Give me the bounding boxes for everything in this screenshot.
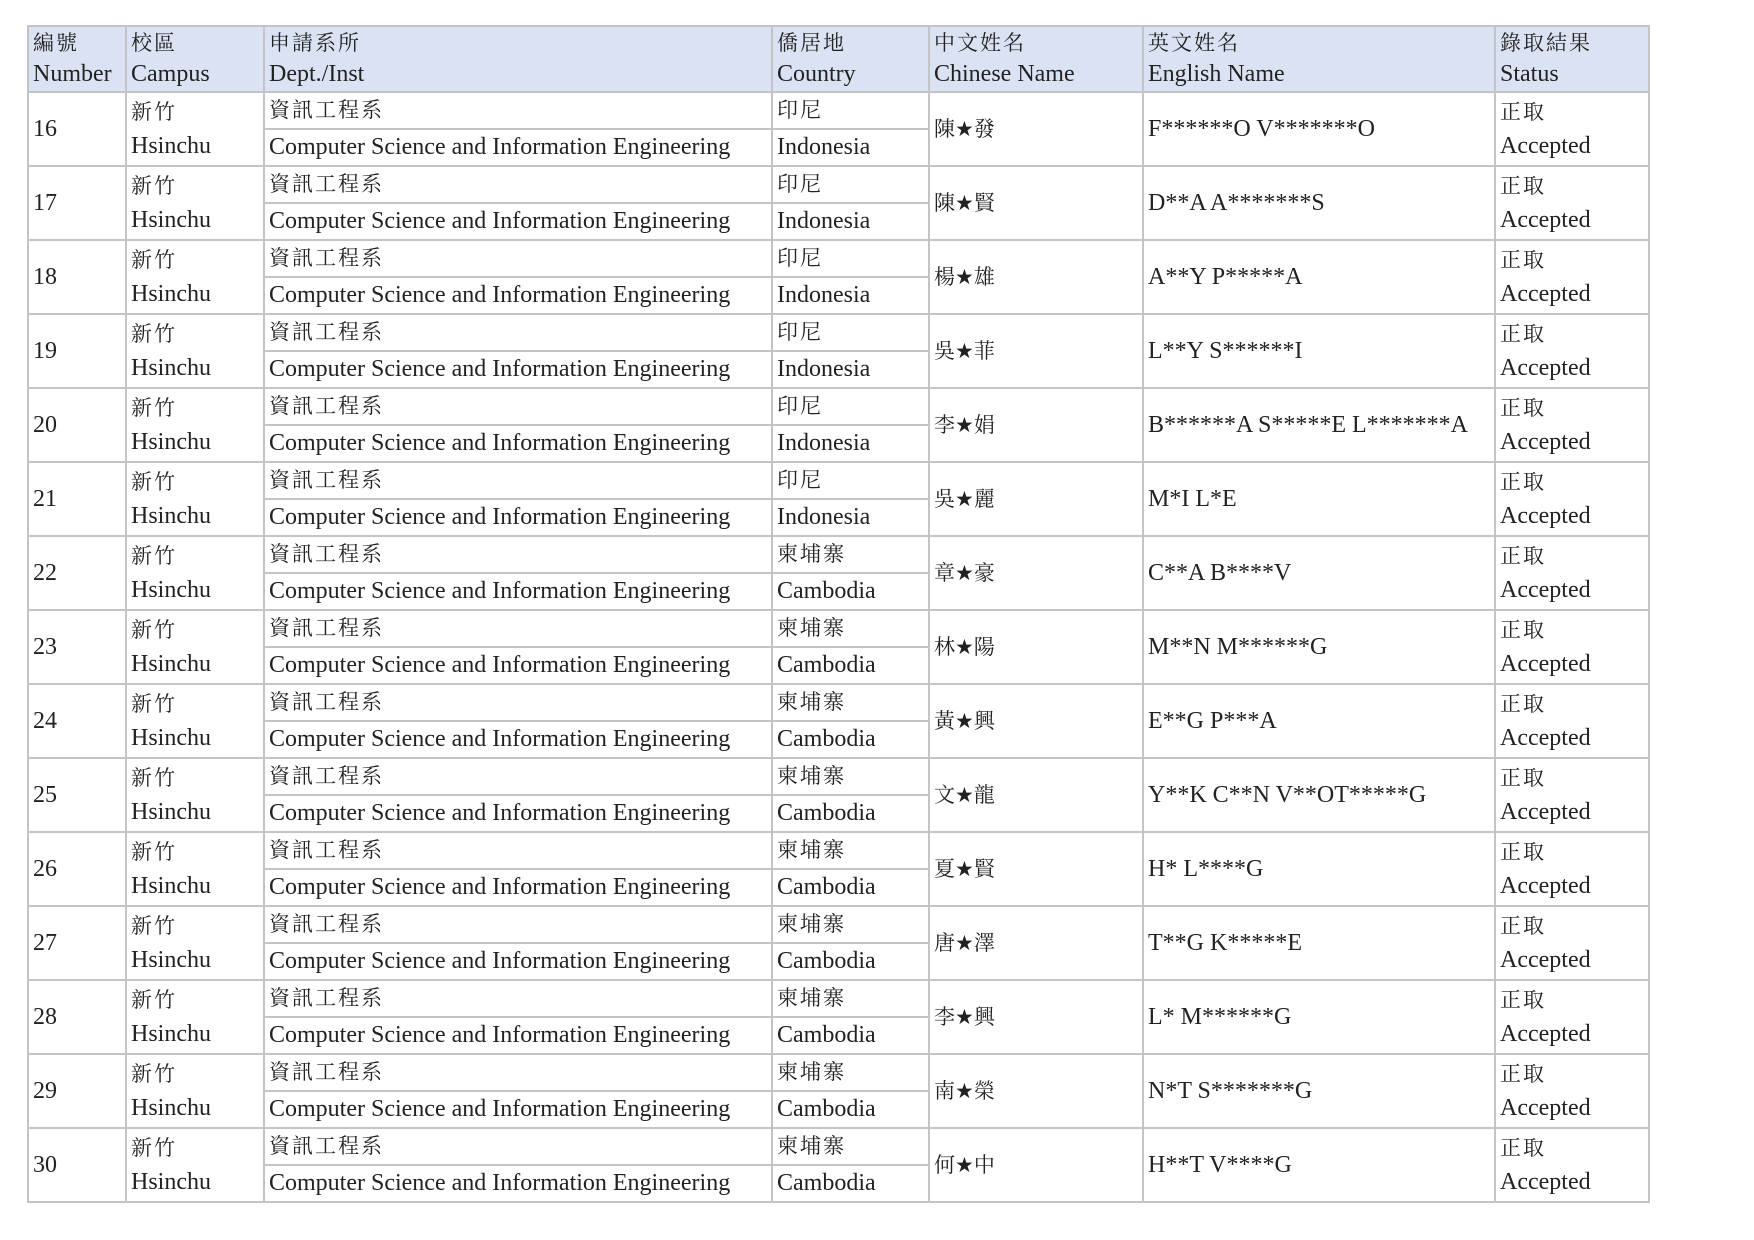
- cell-country-zh: 印尼: [772, 314, 929, 351]
- header-dept-zh: 申請系所: [269, 31, 361, 55]
- cell-campus: [126, 980, 264, 1054]
- cell-country-en: Cambodia: [772, 647, 929, 684]
- cell-country-en: Indonesia: [772, 499, 929, 536]
- status-en: Accepted: [1500, 133, 1591, 159]
- cell-country-en: Cambodia: [772, 1165, 929, 1202]
- cell-english-name: H**T V****G: [1143, 1128, 1495, 1202]
- cell-dept-zh: 資訊工程系: [264, 832, 772, 869]
- campus-en: Hsinchu: [131, 1095, 211, 1121]
- cell-country-en: Cambodia: [772, 1091, 929, 1128]
- cell-country-en: Cambodia: [772, 943, 929, 980]
- cell-english-name: F******O V*******O: [1143, 92, 1495, 166]
- cell-country-en: Cambodia: [772, 721, 929, 758]
- cell-number: 20: [28, 388, 126, 462]
- cell-country-en: Indonesia: [772, 129, 929, 166]
- cell-english-name: E**G P***A: [1143, 684, 1495, 758]
- cell-dept-en: Computer Science and Information Engineering: [264, 721, 772, 758]
- campus-zh: 新竹: [131, 322, 177, 346]
- status-en: Accepted: [1500, 799, 1591, 825]
- campus-en: Hsinchu: [131, 725, 211, 751]
- header-dept-en: Dept./Inst: [269, 61, 365, 87]
- status-zh: 正取: [1500, 396, 1546, 420]
- cell-english-name: L**Y S******I: [1143, 314, 1495, 388]
- cell-chinese-name: 文★龍: [929, 758, 1143, 832]
- campus-zh: 新竹: [131, 174, 177, 198]
- cell-dept-zh: 資訊工程系: [264, 388, 772, 425]
- campus-zh: 新竹: [131, 840, 177, 864]
- cell-country-zh: 印尼: [772, 166, 929, 203]
- cell-number: 16: [28, 92, 126, 166]
- status-en: Accepted: [1500, 503, 1591, 529]
- cell-number: 18: [28, 240, 126, 314]
- status-en: Accepted: [1500, 1169, 1591, 1195]
- status-en: Accepted: [1500, 577, 1591, 603]
- cell-number: 26: [28, 832, 126, 906]
- cell-country-zh: 柬埔寨: [772, 980, 929, 1017]
- header-chinese-name: [929, 26, 1143, 92]
- cell-number: 24: [28, 684, 126, 758]
- cell-dept-en: Computer Science and Information Engineering: [264, 203, 772, 240]
- header-chinese-name-zh: 中文姓名: [934, 31, 1026, 55]
- cell-dept-en: Computer Science and Information Engineering: [264, 943, 772, 980]
- cell-english-name: A**Y P*****A: [1143, 240, 1495, 314]
- cell-chinese-name: 吳★菲: [929, 314, 1143, 388]
- cell-status: [1495, 240, 1649, 314]
- status-zh: 正取: [1500, 988, 1546, 1012]
- campus-zh: 新竹: [131, 1062, 177, 1086]
- cell-campus: [126, 240, 264, 314]
- cell-number: 30: [28, 1128, 126, 1202]
- status-zh: 正取: [1500, 618, 1546, 642]
- status-zh: 正取: [1500, 248, 1546, 272]
- cell-number: 21: [28, 462, 126, 536]
- campus-en: Hsinchu: [131, 355, 211, 381]
- cell-dept-zh: 資訊工程系: [264, 166, 772, 203]
- campus-en: Hsinchu: [131, 1169, 211, 1195]
- cell-dept-en: Computer Science and Information Engineering: [264, 647, 772, 684]
- status-zh: 正取: [1500, 470, 1546, 494]
- cell-country-zh: 柬埔寨: [772, 684, 929, 721]
- table-row: [28, 758, 1649, 795]
- cell-country-en: Indonesia: [772, 351, 929, 388]
- cell-dept-zh: 資訊工程系: [264, 1128, 772, 1165]
- status-en: Accepted: [1500, 355, 1591, 381]
- table-row: [28, 684, 1649, 721]
- cell-dept-zh: 資訊工程系: [264, 684, 772, 721]
- header-country: [772, 26, 929, 92]
- campus-en: Hsinchu: [131, 873, 211, 899]
- table-row: [28, 92, 1649, 129]
- cell-campus: [126, 536, 264, 610]
- header-number: [28, 26, 126, 92]
- table-row: [28, 906, 1649, 943]
- cell-english-name: T**G K*****E: [1143, 906, 1495, 980]
- cell-number: 29: [28, 1054, 126, 1128]
- cell-english-name: Y**K C**N V**OT*****G: [1143, 758, 1495, 832]
- cell-chinese-name: 陳★賢: [929, 166, 1143, 240]
- cell-status: [1495, 1128, 1649, 1202]
- cell-campus: [126, 314, 264, 388]
- cell-campus: [126, 1054, 264, 1128]
- campus-zh: 新竹: [131, 988, 177, 1012]
- header-status-zh: 錄取結果: [1500, 31, 1592, 55]
- cell-chinese-name: 林★陽: [929, 610, 1143, 684]
- cell-number: 19: [28, 314, 126, 388]
- cell-country-zh: 印尼: [772, 388, 929, 425]
- cell-country-zh: 印尼: [772, 92, 929, 129]
- status-en: Accepted: [1500, 429, 1591, 455]
- campus-zh: 新竹: [131, 914, 177, 938]
- status-zh: 正取: [1500, 840, 1546, 864]
- header-campus: [126, 26, 264, 92]
- cell-status: [1495, 314, 1649, 388]
- cell-status: [1495, 166, 1649, 240]
- cell-country-zh: 柬埔寨: [772, 758, 929, 795]
- cell-campus: [126, 832, 264, 906]
- cell-campus: [126, 906, 264, 980]
- status-en: Accepted: [1500, 873, 1591, 899]
- status-en: Accepted: [1500, 725, 1591, 751]
- cell-chinese-name: 南★榮: [929, 1054, 1143, 1128]
- status-zh: 正取: [1500, 544, 1546, 568]
- cell-english-name: B******A S*****E L*******A: [1143, 388, 1495, 462]
- cell-dept-zh: 資訊工程系: [264, 92, 772, 129]
- cell-campus: [126, 610, 264, 684]
- cell-chinese-name: 楊★雄: [929, 240, 1143, 314]
- cell-chinese-name: 陳★發: [929, 92, 1143, 166]
- header-country-zh: 僑居地: [777, 31, 846, 55]
- header-campus-zh: 校區: [131, 31, 177, 55]
- cell-status: [1495, 980, 1649, 1054]
- header-number-en: Number: [33, 61, 112, 87]
- cell-campus: [126, 758, 264, 832]
- campus-zh: 新竹: [131, 470, 177, 494]
- cell-dept-en: Computer Science and Information Engineering: [264, 795, 772, 832]
- cell-chinese-name: 章★豪: [929, 536, 1143, 610]
- cell-chinese-name: 唐★澤: [929, 906, 1143, 980]
- cell-campus: [126, 92, 264, 166]
- cell-status: [1495, 684, 1649, 758]
- cell-country-zh: 柬埔寨: [772, 536, 929, 573]
- cell-dept-zh: 資訊工程系: [264, 906, 772, 943]
- campus-en: Hsinchu: [131, 577, 211, 603]
- table-body: [28, 92, 1649, 1202]
- cell-country-en: Indonesia: [772, 425, 929, 462]
- header-chinese-name-en: Chinese Name: [934, 61, 1075, 87]
- cell-dept-en: Computer Science and Information Engineering: [264, 869, 772, 906]
- header-english-name: [1143, 26, 1495, 92]
- campus-en: Hsinchu: [131, 947, 211, 973]
- status-en: Accepted: [1500, 281, 1591, 307]
- cell-dept-zh: 資訊工程系: [264, 240, 772, 277]
- cell-dept-en: Computer Science and Information Engineering: [264, 425, 772, 462]
- status-zh: 正取: [1500, 174, 1546, 198]
- cell-status: [1495, 906, 1649, 980]
- status-zh: 正取: [1500, 766, 1546, 790]
- cell-campus: [126, 166, 264, 240]
- campus-zh: 新竹: [131, 1136, 177, 1160]
- campus-en: Hsinchu: [131, 503, 211, 529]
- cell-dept-zh: 資訊工程系: [264, 610, 772, 647]
- status-en: Accepted: [1500, 207, 1591, 233]
- table-row: [28, 388, 1649, 425]
- header-english-name-en: English Name: [1148, 61, 1285, 87]
- cell-dept-en: Computer Science and Information Engineering: [264, 573, 772, 610]
- table-row: [28, 980, 1649, 1017]
- cell-chinese-name: 李★興: [929, 980, 1143, 1054]
- status-en: Accepted: [1500, 651, 1591, 677]
- table-row: [28, 314, 1649, 351]
- status-zh: 正取: [1500, 322, 1546, 346]
- cell-country-en: Cambodia: [772, 1017, 929, 1054]
- cell-campus: [126, 388, 264, 462]
- header-campus-en: Campus: [131, 61, 210, 87]
- status-zh: 正取: [1500, 692, 1546, 716]
- campus-en: Hsinchu: [131, 207, 211, 233]
- cell-status: [1495, 388, 1649, 462]
- cell-chinese-name: 黃★興: [929, 684, 1143, 758]
- cell-status: [1495, 536, 1649, 610]
- admission-results-table: [27, 25, 1650, 1203]
- cell-number: 17: [28, 166, 126, 240]
- cell-country-en: Cambodia: [772, 795, 929, 832]
- campus-zh: 新竹: [131, 100, 177, 124]
- cell-status: [1495, 832, 1649, 906]
- cell-country-zh: 印尼: [772, 240, 929, 277]
- cell-country-en: Indonesia: [772, 203, 929, 240]
- status-zh: 正取: [1500, 914, 1546, 938]
- cell-dept-en: Computer Science and Information Engineering: [264, 499, 772, 536]
- campus-zh: 新竹: [131, 544, 177, 568]
- cell-status: [1495, 610, 1649, 684]
- cell-dept-zh: 資訊工程系: [264, 1054, 772, 1091]
- table-row: [28, 462, 1649, 499]
- campus-zh: 新竹: [131, 692, 177, 716]
- table-row: [28, 1054, 1649, 1091]
- table-row: [28, 536, 1649, 573]
- status-en: Accepted: [1500, 1021, 1591, 1047]
- cell-number: 28: [28, 980, 126, 1054]
- cell-english-name: C**A B****V: [1143, 536, 1495, 610]
- cell-dept-zh: 資訊工程系: [264, 314, 772, 351]
- cell-country-zh: 柬埔寨: [772, 1054, 929, 1091]
- cell-country-zh: 柬埔寨: [772, 610, 929, 647]
- cell-number: 27: [28, 906, 126, 980]
- header-dept: [264, 26, 772, 92]
- cell-english-name: M*I L*E: [1143, 462, 1495, 536]
- header-number-zh: 編號: [33, 31, 79, 55]
- admission-results-table-wrapper: [27, 25, 1650, 1203]
- cell-status: [1495, 462, 1649, 536]
- cell-number: 23: [28, 610, 126, 684]
- cell-dept-zh: 資訊工程系: [264, 536, 772, 573]
- cell-english-name: H* L****G: [1143, 832, 1495, 906]
- cell-dept-en: Computer Science and Information Engineering: [264, 351, 772, 388]
- campus-en: Hsinchu: [131, 281, 211, 307]
- cell-english-name: D**A A*******S: [1143, 166, 1495, 240]
- cell-dept-en: Computer Science and Information Engineering: [264, 1017, 772, 1054]
- header-english-name-zh: 英文姓名: [1148, 31, 1240, 55]
- campus-en: Hsinchu: [131, 133, 211, 159]
- cell-chinese-name: 李★娟: [929, 388, 1143, 462]
- campus-en: Hsinchu: [131, 799, 211, 825]
- header-status-en: Status: [1500, 61, 1559, 87]
- campus-en: Hsinchu: [131, 429, 211, 455]
- cell-dept-zh: 資訊工程系: [264, 980, 772, 1017]
- cell-campus: [126, 462, 264, 536]
- campus-en: Hsinchu: [131, 1021, 211, 1047]
- table-row: [28, 240, 1649, 277]
- cell-status: [1495, 758, 1649, 832]
- cell-dept-en: Computer Science and Information Engineering: [264, 1165, 772, 1202]
- status-zh: 正取: [1500, 1062, 1546, 1086]
- cell-status: [1495, 1054, 1649, 1128]
- cell-status: [1495, 92, 1649, 166]
- header-row: [28, 26, 1649, 92]
- cell-dept-zh: 資訊工程系: [264, 758, 772, 795]
- campus-zh: 新竹: [131, 396, 177, 420]
- cell-number: 22: [28, 536, 126, 610]
- cell-country-zh: 柬埔寨: [772, 832, 929, 869]
- cell-country-zh: 柬埔寨: [772, 906, 929, 943]
- cell-english-name: N*T S*******G: [1143, 1054, 1495, 1128]
- cell-dept-en: Computer Science and Information Engineering: [264, 277, 772, 314]
- table-row: [28, 1128, 1649, 1165]
- status-zh: 正取: [1500, 100, 1546, 124]
- cell-campus: [126, 684, 264, 758]
- status-en: Accepted: [1500, 947, 1591, 973]
- table-header: [28, 26, 1649, 92]
- cell-country-en: Cambodia: [772, 869, 929, 906]
- cell-country-en: Cambodia: [772, 573, 929, 610]
- cell-country-zh: 柬埔寨: [772, 1128, 929, 1165]
- cell-chinese-name: 何★中: [929, 1128, 1143, 1202]
- cell-chinese-name: 夏★賢: [929, 832, 1143, 906]
- header-country-en: Country: [777, 61, 856, 87]
- cell-chinese-name: 吳★麗: [929, 462, 1143, 536]
- status-zh: 正取: [1500, 1136, 1546, 1160]
- cell-english-name: L* M******G: [1143, 980, 1495, 1054]
- table-row: [28, 832, 1649, 869]
- header-status: [1495, 26, 1649, 92]
- cell-english-name: M**N M******G: [1143, 610, 1495, 684]
- cell-campus: [126, 1128, 264, 1202]
- cell-country-en: Indonesia: [772, 277, 929, 314]
- cell-country-zh: 印尼: [772, 462, 929, 499]
- campus-zh: 新竹: [131, 618, 177, 642]
- campus-en: Hsinchu: [131, 651, 211, 677]
- cell-dept-en: Computer Science and Information Engineering: [264, 1091, 772, 1128]
- table-row: [28, 610, 1649, 647]
- status-en: Accepted: [1500, 1095, 1591, 1121]
- table-row: [28, 166, 1649, 203]
- cell-dept-en: Computer Science and Information Engineering: [264, 129, 772, 166]
- campus-zh: 新竹: [131, 248, 177, 272]
- cell-dept-zh: 資訊工程系: [264, 462, 772, 499]
- campus-zh: 新竹: [131, 766, 177, 790]
- cell-number: 25: [28, 758, 126, 832]
